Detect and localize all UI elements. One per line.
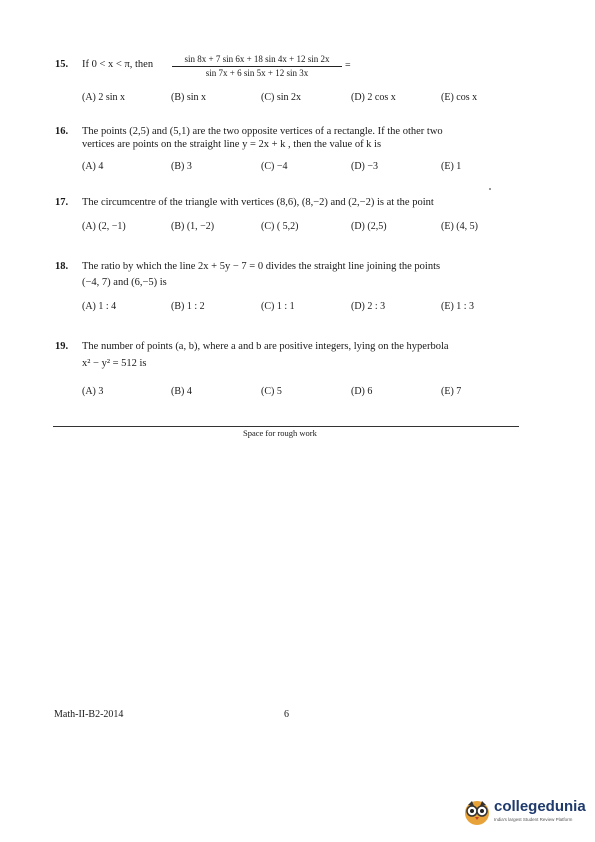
question-number: 16. bbox=[55, 126, 69, 137]
question-number: 19. bbox=[55, 341, 69, 352]
fraction-bar bbox=[172, 66, 342, 67]
option-c: (C) 5 bbox=[261, 386, 282, 397]
fraction-numerator: sin 8x + 7 sin 6x + 18 sin 4x + 12 sin 2x bbox=[184, 54, 330, 64]
option-a: (A) 3 bbox=[82, 386, 104, 397]
option-d: (D) (2,5) bbox=[351, 221, 387, 232]
question-line: x² − y² = 512 is bbox=[82, 358, 147, 369]
owl-icon bbox=[462, 797, 492, 827]
option-b: (B) sin x bbox=[171, 92, 206, 103]
question-line: (−4, 7) and (6,−5) is bbox=[82, 277, 167, 288]
question-number: 18. bbox=[55, 261, 69, 272]
option-d: (D) 6 bbox=[351, 386, 373, 397]
option-e: (E) cos x bbox=[441, 92, 478, 103]
paper-code: Math-II-B2-2014 bbox=[54, 709, 124, 720]
option-e: (E) 1 : 3 bbox=[441, 301, 475, 312]
option-b: (B) 4 bbox=[171, 386, 192, 397]
question-line: vertices are points on the straight line y = 2x + k , then the value of k is bbox=[82, 139, 382, 150]
option-a: (A) 2 sin x bbox=[82, 92, 126, 103]
question-18 bbox=[55, 260, 535, 289]
option-d: (D) −3 bbox=[351, 161, 379, 172]
option-b: (B) 3 bbox=[171, 161, 192, 172]
option-d: (D) 2 : 3 bbox=[351, 301, 386, 312]
fraction-denominator: sin 7x + 6 sin 5x + 12 sin 3x bbox=[205, 68, 309, 78]
logo-wordmark: collegedunia bbox=[494, 798, 586, 815]
option-b: (B) 1 : 2 bbox=[171, 301, 205, 312]
rough-work-divider bbox=[53, 426, 519, 427]
option-a: (A) (2, −1) bbox=[82, 221, 126, 232]
question-number: 15. bbox=[55, 59, 69, 70]
stray-mark bbox=[489, 188, 491, 190]
question-number: 17. bbox=[55, 197, 69, 208]
question-line: The points (2,5) and (5,1) are the two opposite vertices of a rectangle. If the other two bbox=[82, 126, 443, 137]
option-e: (E) 1 bbox=[441, 161, 462, 172]
fraction-expression bbox=[172, 54, 342, 79]
option-c: (C) 1 : 1 bbox=[261, 301, 295, 312]
option-b: (B) (1, −2) bbox=[171, 221, 215, 232]
question-line: The number of points (a, b), where a and b are positive integers, lying on the hyperbola bbox=[82, 341, 449, 352]
question-16 bbox=[55, 125, 535, 151]
option-c: (C) −4 bbox=[261, 161, 288, 172]
logo-tagline: India's largest Student Review Platform bbox=[494, 817, 573, 822]
collegedunia-logo bbox=[460, 795, 590, 835]
equals-sign: = bbox=[345, 60, 351, 71]
option-e: (E) 7 bbox=[441, 386, 462, 397]
option-d: (D) 2 cos x bbox=[351, 92, 396, 103]
rough-work-label: Space for rough work bbox=[243, 428, 317, 438]
option-a: (A) 4 bbox=[82, 161, 104, 172]
question-line: The circumcentre of the triangle with vertices (8,6), (8,−2) and (2,−2) is at the point bbox=[82, 197, 434, 208]
option-c: (C) ( 5,2) bbox=[261, 221, 299, 232]
option-c: (C) sin 2x bbox=[261, 92, 301, 103]
option-a: (A) 1 : 4 bbox=[82, 301, 117, 312]
option-e: (E) (4, 5) bbox=[441, 221, 478, 232]
question-prefix: If 0 < x < π, then bbox=[82, 59, 154, 70]
page-number: 6 bbox=[284, 709, 289, 720]
question-19 bbox=[55, 340, 535, 370]
question-17 bbox=[55, 196, 535, 209]
question-line: The ratio by which the line 2x + 5y − 7 = 0 divides the straight line joining the points bbox=[82, 261, 441, 272]
